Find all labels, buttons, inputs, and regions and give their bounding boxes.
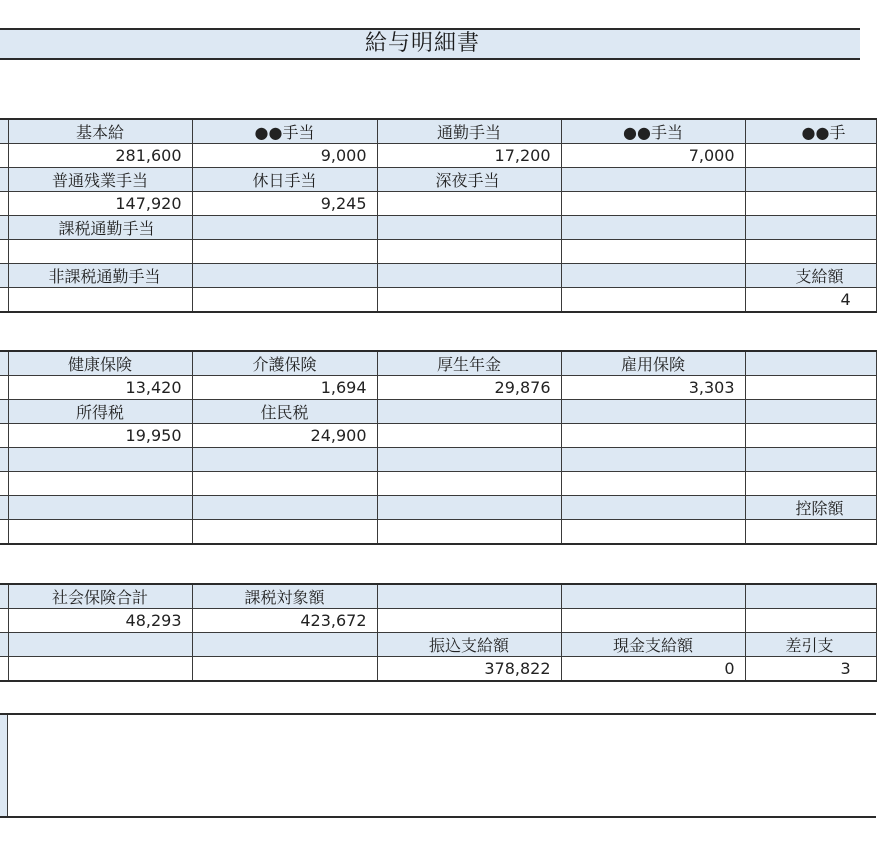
row-edge bbox=[0, 376, 8, 400]
row-edge bbox=[0, 119, 8, 144]
table-row bbox=[0, 192, 876, 216]
value-empty[interactable] bbox=[377, 520, 561, 544]
label-allowance-b: ●●手当 bbox=[561, 119, 745, 144]
row-edge bbox=[0, 424, 8, 448]
table-row bbox=[0, 584, 876, 609]
value-empty[interactable] bbox=[745, 192, 876, 216]
label-holiday-allowance: 休日手当 bbox=[192, 168, 377, 192]
label-care-insurance: 介護保険 bbox=[192, 351, 377, 376]
label-empty bbox=[561, 496, 745, 520]
value-allowance-c[interactable] bbox=[745, 144, 876, 168]
row-edge bbox=[0, 192, 8, 216]
value-empty[interactable] bbox=[192, 520, 377, 544]
row-edge bbox=[0, 264, 8, 288]
value-night-allowance[interactable] bbox=[377, 192, 561, 216]
value-overtime[interactable]: 147,920 bbox=[8, 192, 192, 216]
table-row bbox=[0, 144, 876, 168]
row-edge bbox=[0, 633, 8, 657]
label-empty bbox=[192, 216, 377, 240]
value-empty[interactable] bbox=[377, 609, 561, 633]
label-cash-payment: 現金支給額 bbox=[561, 633, 745, 657]
label-empty bbox=[192, 264, 377, 288]
value-empty[interactable] bbox=[561, 288, 745, 312]
value-empty[interactable] bbox=[561, 609, 745, 633]
table-row bbox=[0, 168, 876, 192]
label-social-insurance-total: 社会保険合計 bbox=[8, 584, 192, 609]
label-empty bbox=[192, 633, 377, 657]
label-basic-salary: 基本給 bbox=[8, 119, 192, 144]
value-empty[interactable] bbox=[8, 520, 192, 544]
value-taxable-amount[interactable]: 423,672 bbox=[192, 609, 377, 633]
label-employment-insurance: 雇用保険 bbox=[561, 351, 745, 376]
value-care-insurance[interactable]: 1,694 bbox=[192, 376, 377, 400]
row-edge bbox=[0, 584, 8, 609]
label-night-allowance: 深夜手当 bbox=[377, 168, 561, 192]
table-row bbox=[0, 657, 876, 681]
row-edge bbox=[0, 496, 8, 520]
label-empty bbox=[745, 216, 876, 240]
label-income-tax: 所得税 bbox=[8, 400, 192, 424]
value-taxable-commute[interactable] bbox=[8, 240, 192, 264]
label-empty bbox=[561, 448, 745, 472]
label-allowance-c: ●●手 bbox=[745, 119, 876, 144]
label-total-deduction: 控除額 bbox=[745, 496, 876, 520]
value-basic-salary[interactable]: 281,600 bbox=[8, 144, 192, 168]
value-empty[interactable] bbox=[192, 240, 377, 264]
value-holiday-allowance[interactable]: 9,245 bbox=[192, 192, 377, 216]
document-title: 給与明細書 bbox=[364, 31, 480, 56]
label-empty bbox=[377, 584, 561, 609]
label-empty bbox=[745, 448, 876, 472]
label-empty bbox=[561, 584, 745, 609]
table-row bbox=[0, 609, 876, 633]
deductions-table bbox=[0, 350, 877, 545]
label-empty bbox=[377, 264, 561, 288]
label-empty bbox=[745, 351, 876, 376]
label-empty bbox=[561, 264, 745, 288]
value-income-tax[interactable]: 19,950 bbox=[8, 424, 192, 448]
table-row bbox=[0, 216, 876, 240]
value-net-payment[interactable]: 3 bbox=[745, 657, 876, 681]
value-commute-allowance[interactable]: 17,200 bbox=[377, 144, 561, 168]
table-row bbox=[0, 400, 876, 424]
row-edge bbox=[0, 472, 8, 496]
value-empty[interactable] bbox=[561, 424, 745, 448]
table-row bbox=[0, 424, 876, 448]
label-empty bbox=[8, 448, 192, 472]
row-edge bbox=[0, 240, 8, 264]
label-net-payment: 差引支 bbox=[745, 633, 876, 657]
title-bar bbox=[0, 28, 860, 60]
value-empty[interactable] bbox=[561, 520, 745, 544]
remarks-area[interactable] bbox=[0, 713, 876, 818]
row-edge bbox=[0, 288, 8, 312]
value-empty[interactable] bbox=[192, 657, 377, 681]
label-total-payment: 支給額 bbox=[745, 264, 876, 288]
table-row bbox=[0, 240, 876, 264]
label-empty bbox=[745, 400, 876, 424]
totals-table bbox=[0, 583, 877, 682]
label-commute-allowance: 通勤手当 bbox=[377, 119, 561, 144]
row-edge bbox=[0, 400, 8, 424]
label-empty bbox=[377, 216, 561, 240]
table-row bbox=[0, 496, 876, 520]
value-allowance-b[interactable]: 7,000 bbox=[561, 144, 745, 168]
value-total-deduction[interactable] bbox=[745, 520, 876, 544]
table-row bbox=[0, 288, 876, 312]
value-empty[interactable] bbox=[745, 240, 876, 264]
value-empty[interactable] bbox=[745, 424, 876, 448]
label-empty bbox=[192, 496, 377, 520]
table-row bbox=[0, 520, 876, 544]
label-bank-transfer: 振込支給額 bbox=[377, 633, 561, 657]
value-cash-payment[interactable]: 0 bbox=[561, 657, 745, 681]
row-edge bbox=[0, 351, 8, 376]
row-edge bbox=[0, 448, 8, 472]
label-empty bbox=[745, 584, 876, 609]
row-edge bbox=[0, 216, 8, 240]
label-nontaxable-commute: 非課税通勤手当 bbox=[8, 264, 192, 288]
value-empty[interactable] bbox=[377, 240, 561, 264]
label-taxable-amount: 課税対象額 bbox=[192, 584, 377, 609]
label-resident-tax: 住民税 bbox=[192, 400, 377, 424]
value-employment-insurance[interactable]: 3,303 bbox=[561, 376, 745, 400]
value-total-payment[interactable]: 4 bbox=[745, 288, 876, 312]
row-edge bbox=[0, 609, 8, 633]
table-row bbox=[0, 633, 876, 657]
value-bank-transfer[interactable]: 378,822 bbox=[377, 657, 561, 681]
label-empty bbox=[561, 168, 745, 192]
value-nontaxable-commute[interactable] bbox=[8, 288, 192, 312]
label-empty bbox=[745, 168, 876, 192]
table-row bbox=[0, 472, 876, 496]
value-empty[interactable] bbox=[377, 424, 561, 448]
label-empty bbox=[377, 448, 561, 472]
payments-table bbox=[0, 118, 877, 313]
value-empty[interactable] bbox=[8, 472, 192, 496]
table-row bbox=[0, 351, 876, 376]
table-row bbox=[0, 119, 876, 144]
label-health-insurance: 健康保険 bbox=[8, 351, 192, 376]
table-row bbox=[0, 448, 876, 472]
table-row bbox=[0, 376, 876, 400]
value-empty[interactable] bbox=[561, 472, 745, 496]
value-empty[interactable] bbox=[745, 376, 876, 400]
value-social-insurance-total[interactable]: 48,293 bbox=[8, 609, 192, 633]
label-pension: 厚生年金 bbox=[377, 351, 561, 376]
table-row bbox=[0, 264, 876, 288]
label-empty bbox=[377, 496, 561, 520]
value-empty[interactable] bbox=[561, 240, 745, 264]
label-empty bbox=[377, 400, 561, 424]
label-overtime: 普通残業手当 bbox=[8, 168, 192, 192]
value-empty[interactable] bbox=[192, 472, 377, 496]
label-empty bbox=[8, 496, 192, 520]
label-allowance-a: ●●手当 bbox=[192, 119, 377, 144]
value-allowance-a[interactable]: 9,000 bbox=[192, 144, 377, 168]
row-edge bbox=[0, 144, 8, 168]
row-edge bbox=[0, 520, 8, 544]
value-resident-tax[interactable]: 24,900 bbox=[192, 424, 377, 448]
label-empty bbox=[192, 448, 377, 472]
value-pension[interactable]: 29,876 bbox=[377, 376, 561, 400]
row-edge bbox=[0, 168, 8, 192]
label-empty bbox=[561, 216, 745, 240]
row-edge bbox=[0, 657, 8, 681]
value-health-insurance[interactable]: 13,420 bbox=[8, 376, 192, 400]
label-empty bbox=[561, 400, 745, 424]
value-empty[interactable] bbox=[192, 288, 377, 312]
value-empty[interactable] bbox=[561, 192, 745, 216]
row-edge bbox=[0, 715, 8, 816]
value-empty[interactable] bbox=[377, 288, 561, 312]
value-empty[interactable] bbox=[745, 609, 876, 633]
label-taxable-commute: 課税通勤手当 bbox=[8, 216, 192, 240]
value-empty[interactable] bbox=[8, 657, 192, 681]
value-empty[interactable] bbox=[377, 472, 561, 496]
label-empty bbox=[8, 633, 192, 657]
value-empty[interactable] bbox=[745, 472, 876, 496]
